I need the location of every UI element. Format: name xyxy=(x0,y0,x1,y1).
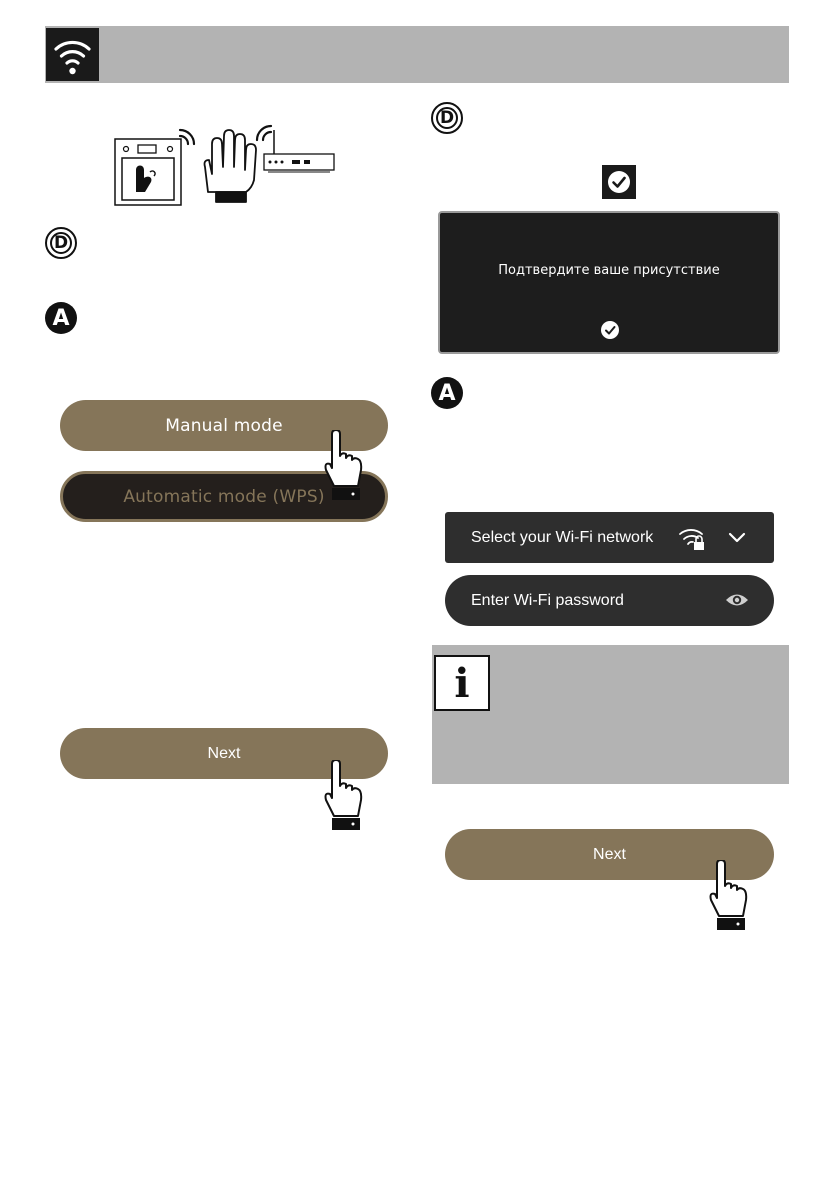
pointer-hand-icon xyxy=(322,430,364,502)
presence-popup xyxy=(438,211,780,354)
step-a-right: A xyxy=(431,377,463,409)
eye-icon[interactable] xyxy=(725,590,749,610)
wifi-network-select[interactable] xyxy=(445,512,774,563)
step-a-left: A xyxy=(45,302,77,334)
pointer-hand-icon xyxy=(707,860,749,932)
next-label-left: Next xyxy=(207,744,241,762)
pointer-hand-icon xyxy=(322,760,364,832)
wifi-icon xyxy=(46,28,99,81)
checkmark-icon xyxy=(602,165,636,199)
router-icon xyxy=(264,130,334,172)
next-label-right: Next xyxy=(593,845,626,863)
header-bar xyxy=(45,26,789,83)
wifi-password-field[interactable] xyxy=(445,575,774,626)
wifi-network-label: Select your Wi-Fi network xyxy=(471,528,654,546)
automatic-mode-label: Automatic mode (WPS) xyxy=(123,486,325,507)
hand-icon xyxy=(205,130,257,202)
step-d-right: D xyxy=(431,102,463,134)
chevron-down-icon[interactable] xyxy=(727,528,747,548)
step-d-left: D xyxy=(45,227,77,259)
info-icon: i xyxy=(434,655,490,711)
check-circle-icon[interactable] xyxy=(600,320,620,340)
manual-mode-label: Manual mode xyxy=(165,415,283,436)
popup-text: Подтвердите ваше присутствие xyxy=(498,263,720,278)
oven-icon xyxy=(115,139,181,205)
connection-illustration xyxy=(112,122,342,212)
wifi-password-label: Enter Wi-Fi password xyxy=(471,591,624,609)
wifi-lock-icon xyxy=(678,525,706,551)
